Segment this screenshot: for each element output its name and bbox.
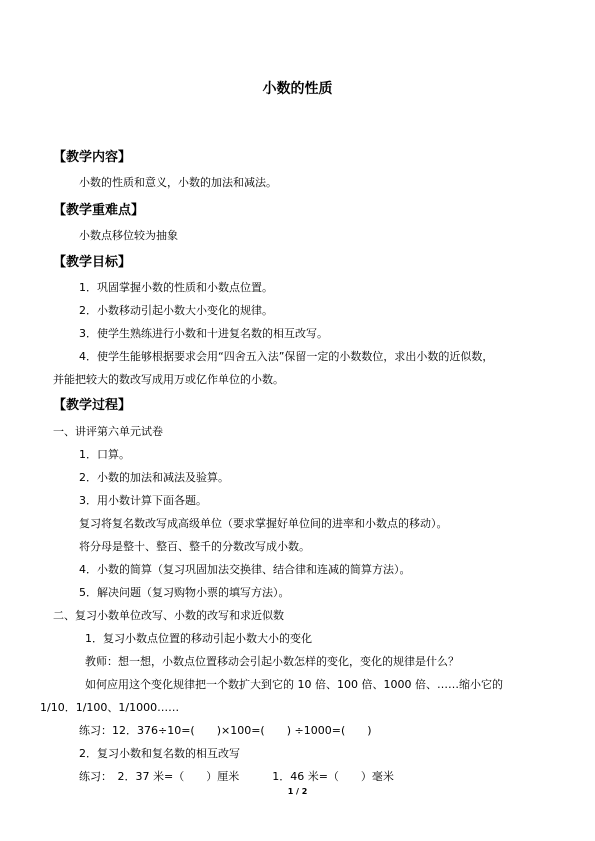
process-line: 二、复习小数单位改写、小数的改写和求近似数 [53, 609, 284, 622]
content-line: 小数的性质和意义，小数的加法和减法。 [79, 176, 277, 189]
process-line: 2．小数的加法和减法及验算。 [79, 471, 229, 484]
process-line: 教师：想一想，小数点位置移动会引起小数怎样的变化，变化的规律是什么？ [85, 655, 459, 668]
objective-line: 4．使学生能够根据要求会用“四舍五入法”保留一定的小数数位，求出小数的近似数， [79, 350, 494, 363]
process-line: 复习将复名数改写成高级单位（要求掌握好单位间的进率和小数点的移动）。 [79, 517, 448, 530]
process-line: 练习：12．376÷10=( )×100=( ) ÷1000=( ) [79, 724, 372, 737]
keypoints-line: 小数点移位较为抽象 [79, 229, 178, 242]
process-line: 2．复习小数和复名数的相互改写 [79, 747, 240, 760]
process-line: 1．口算。 [79, 448, 130, 461]
section-heading-content: 【教学内容】 [53, 150, 132, 165]
process-line: 练习： 2．37 米=（ ）厘米 1．46 米=（ ）毫米 [79, 770, 394, 783]
process-line: 如何应用这个变化规律把一个数扩大到它的 10 倍、100 倍、1000 倍、……缩小它的 [85, 678, 503, 691]
process-line: 1．复习小数点位置的移动引起小数大小的变化 [85, 632, 312, 645]
process-line: 1/10．1/100、1/1000…… [40, 701, 180, 714]
process-line: 3．用小数计算下面各题。 [79, 494, 207, 507]
page-number: 1 / 2 [287, 787, 308, 796]
section-heading-keypoints: 【教学重难点】 [53, 203, 145, 218]
process-line: 4．小数的简算（复习巩固加法交换律、结合律和连减的简算方法）。 [79, 563, 411, 576]
process-line: 将分母是整十、整百、整千的分数改写成小数。 [79, 540, 310, 553]
section-heading-process: 【教学过程】 [53, 398, 132, 413]
section-heading-objectives: 【教学目标】 [53, 255, 132, 270]
process-line: 5．解决问题（复习购物小票的填写方法）。 [79, 586, 290, 599]
objective-line: 并能把较大的数改写成用万或亿作单位的小数。 [53, 373, 284, 386]
objective-line: 2．小数移动引起小数大小变化的规律。 [79, 304, 273, 317]
objective-line: 3．使学生熟练进行小数和十进复名数的相互改写。 [79, 327, 328, 340]
objective-line: 1．巩固掌握小数的性质和小数点位置。 [79, 281, 273, 294]
process-line: 一、讲评第六单元试卷 [53, 425, 163, 438]
page-title: 小数的性质 [262, 81, 333, 97]
